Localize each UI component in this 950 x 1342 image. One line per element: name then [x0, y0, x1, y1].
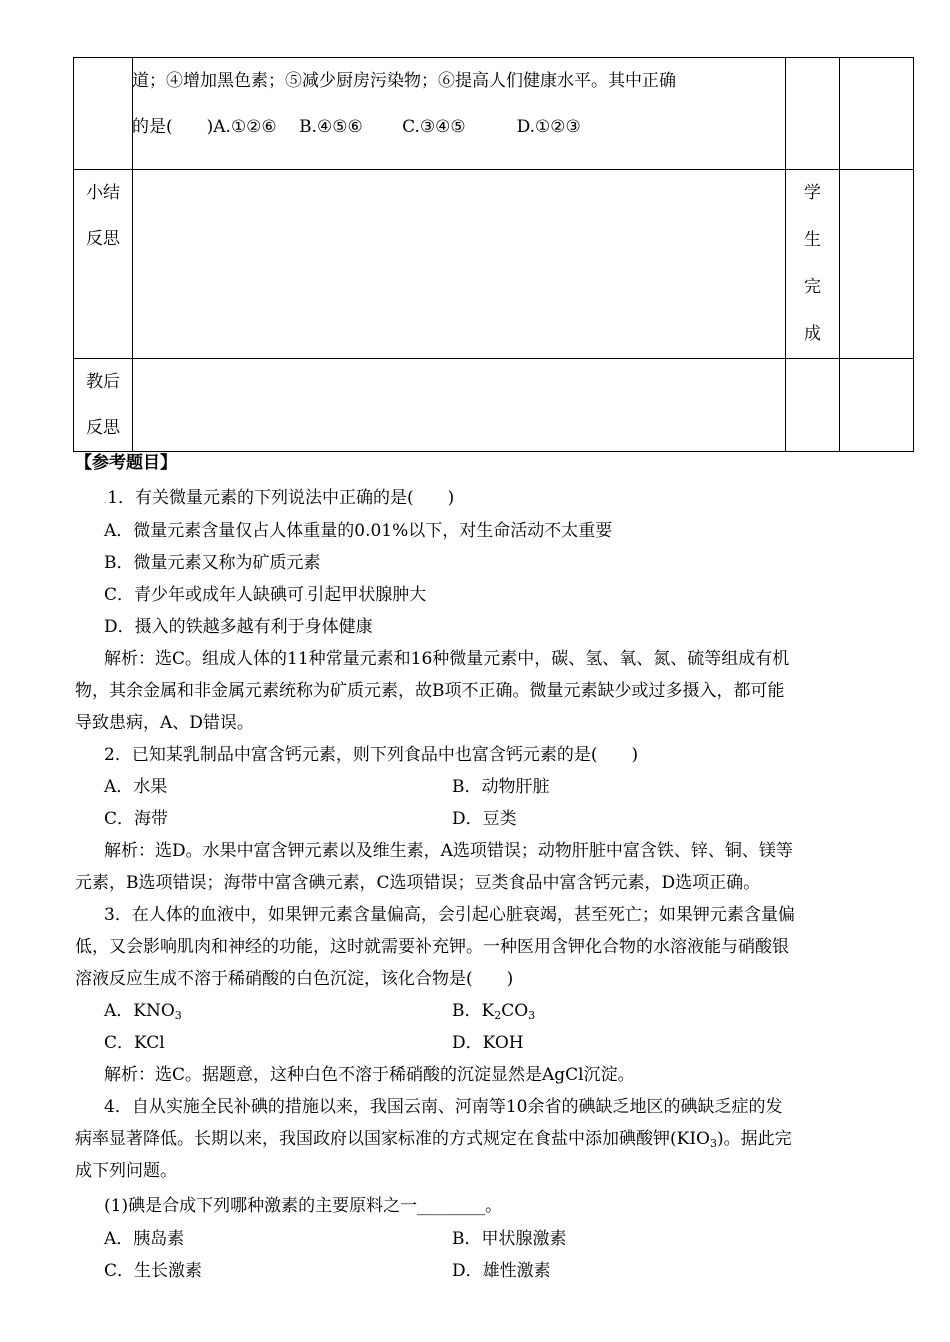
- q3-option-a: [104, 996, 182, 1022]
- q1-option-d: D．摄入的铁越多越有利于身体健康: [104, 617, 373, 637]
- q2-option-d: D．豆类: [452, 809, 517, 829]
- q2-analysis-1: 解析：选D。水果中富含钾元素以及维生素，A选项错误；动物肝脏中富含铁、锌、铜、镁等: [104, 841, 793, 861]
- q4-stem-1: 4．自从实施全民补碘的措施以来，我国云南、河南等10余省的碘缺乏地区的碘缺乏症的发: [104, 1097, 783, 1117]
- q4-stem-2-post: )。据此完: [716, 1129, 792, 1149]
- q4-option-c: C．生长激素: [104, 1261, 203, 1281]
- subscript: 3: [528, 1009, 536, 1022]
- q4-stem-2-text: 病率显著降低。长期以来，我国政府以国家标准的方式规定在食盐中添加碘酸钾(KIO: [75, 1129, 710, 1149]
- q4-option-b: B．甲状腺激素: [452, 1229, 567, 1249]
- table-row-summary: [74, 170, 914, 359]
- subscript: 3: [174, 1009, 182, 1022]
- exercise-line-1: 道；④增加黑色素；⑤减少厨房污染物；⑥提高人们健康水平。其中正确: [132, 71, 676, 91]
- cell-reflection-label: [74, 359, 133, 452]
- cell-reflection-content: [133, 359, 786, 452]
- q1-analysis-1: 解析：选C。组成人体的11种常量元素和16种微量元素中，碳、氢、氧、氮、硫等组成有机: [104, 649, 790, 669]
- cell-summary-label: [74, 170, 133, 359]
- q1-option-c-part2: 引起甲状腺肿大: [307, 585, 427, 605]
- table-row-exercise: [74, 58, 914, 170]
- q1-option-c: [104, 580, 426, 605]
- side-char: 学: [804, 183, 821, 203]
- q1-analysis-3: 导致患病，A、D错误。: [75, 713, 254, 733]
- q1-option-a: A．微量元素含量仅占人体重量的0.01%以下，对生命活动不太重要: [104, 521, 613, 541]
- q2-analysis-2: 元素，B选项错误；海带中富含碘元素，C选项错误；豆类食品中富含钙元素，D选项正确。: [75, 873, 761, 893]
- q1-stem: [104, 483, 454, 508]
- side-char: 成: [804, 324, 821, 344]
- cell-student-complete: [786, 170, 840, 359]
- table-row-teaching-reflection: [74, 359, 914, 452]
- q2-stem: 2．已知某乳制品中富含钙元素，则下列食品中也富含钙元素的是( ): [104, 745, 639, 765]
- q3-option-a-text: A．KNO: [104, 1001, 175, 1021]
- q3-option-c: C．KCl: [104, 1033, 165, 1053]
- q4-option-d: D．雄性激素: [452, 1261, 551, 1281]
- lesson-table: [73, 57, 914, 452]
- reflection-label-1: 教后: [86, 372, 120, 392]
- q2-option-a: A．水果: [104, 777, 168, 797]
- q1-option-c-part1: C．青少年或成年人缺碘可: [104, 585, 305, 605]
- summary-label-2: 反思: [86, 229, 120, 249]
- cell-empty: [840, 170, 914, 359]
- side-char: 生: [804, 230, 821, 250]
- q3-stem-1: 3．在人体的血液中，如果钾元素含量偏高，会引起心脏衰竭，甚至死亡；如果钾元素含量偏: [104, 905, 795, 925]
- cell-summary-content: [133, 170, 786, 359]
- mark-dot: .: [104, 495, 108, 506]
- q2-option-c: C．海带: [104, 809, 169, 829]
- q4-stem-2: [75, 1124, 792, 1150]
- q3-stem-2: 低，又会影响肌肉和神经的功能，这时就需要补充钾。一种医用含钾化合物的水溶液能与硝酸银: [75, 937, 789, 957]
- cell-empty: [786, 58, 840, 170]
- side-char: 完: [804, 277, 821, 297]
- cell-empty: [840, 58, 914, 170]
- q3-option-b: [452, 996, 535, 1022]
- mark-dot: .: [304, 592, 308, 603]
- cell-empty: [840, 359, 914, 452]
- q1-analysis-2: 物，其余金属和非金属元素统称为矿质元素，故B项不正确。微量元素缺少或过多摄入，都可能: [75, 681, 785, 701]
- section-title: 【参考题目】: [75, 453, 177, 473]
- q4-option-a: A．胰岛素: [104, 1229, 185, 1249]
- q1-option-b: B．微量元素又称为矿质元素: [104, 553, 321, 573]
- q3-option-b-mid: CO: [501, 1001, 529, 1021]
- subscript: 3: [709, 1137, 717, 1150]
- q3-stem-3: 溶液反应生成不溶于稀硝酸的白色沉淀，该化合物是( ): [75, 969, 514, 989]
- q4-sub-question-1: (1)碘是合成下列哪种激素的主要原料之一________。: [104, 1196, 503, 1216]
- q3-option-b-text: B．K: [452, 1001, 495, 1021]
- reflection-label-2: 反思: [86, 418, 120, 438]
- exercise-line-2: 的是( )A.①②⑥ B.④⑤⑥ C.③④⑤ D.①②③: [132, 117, 581, 137]
- q4-stem-3: 成下列问题。: [75, 1161, 177, 1181]
- subscript: 2: [494, 1009, 502, 1022]
- summary-label-1: 小结: [86, 183, 120, 203]
- q3-analysis: 解析：选C。据题意，这种白色不溶于稀硝酸的沉淀显然是AgCl沉淀。: [104, 1065, 635, 1085]
- cell-exercise: [133, 58, 786, 170]
- q2-option-b: B．动物肝脏: [452, 777, 550, 797]
- q3-option-d: D．KOH: [452, 1033, 524, 1053]
- cell-empty: [786, 359, 840, 452]
- q1-stem-text: 1．有关微量元素的下列说法中正确的是( ): [107, 488, 455, 508]
